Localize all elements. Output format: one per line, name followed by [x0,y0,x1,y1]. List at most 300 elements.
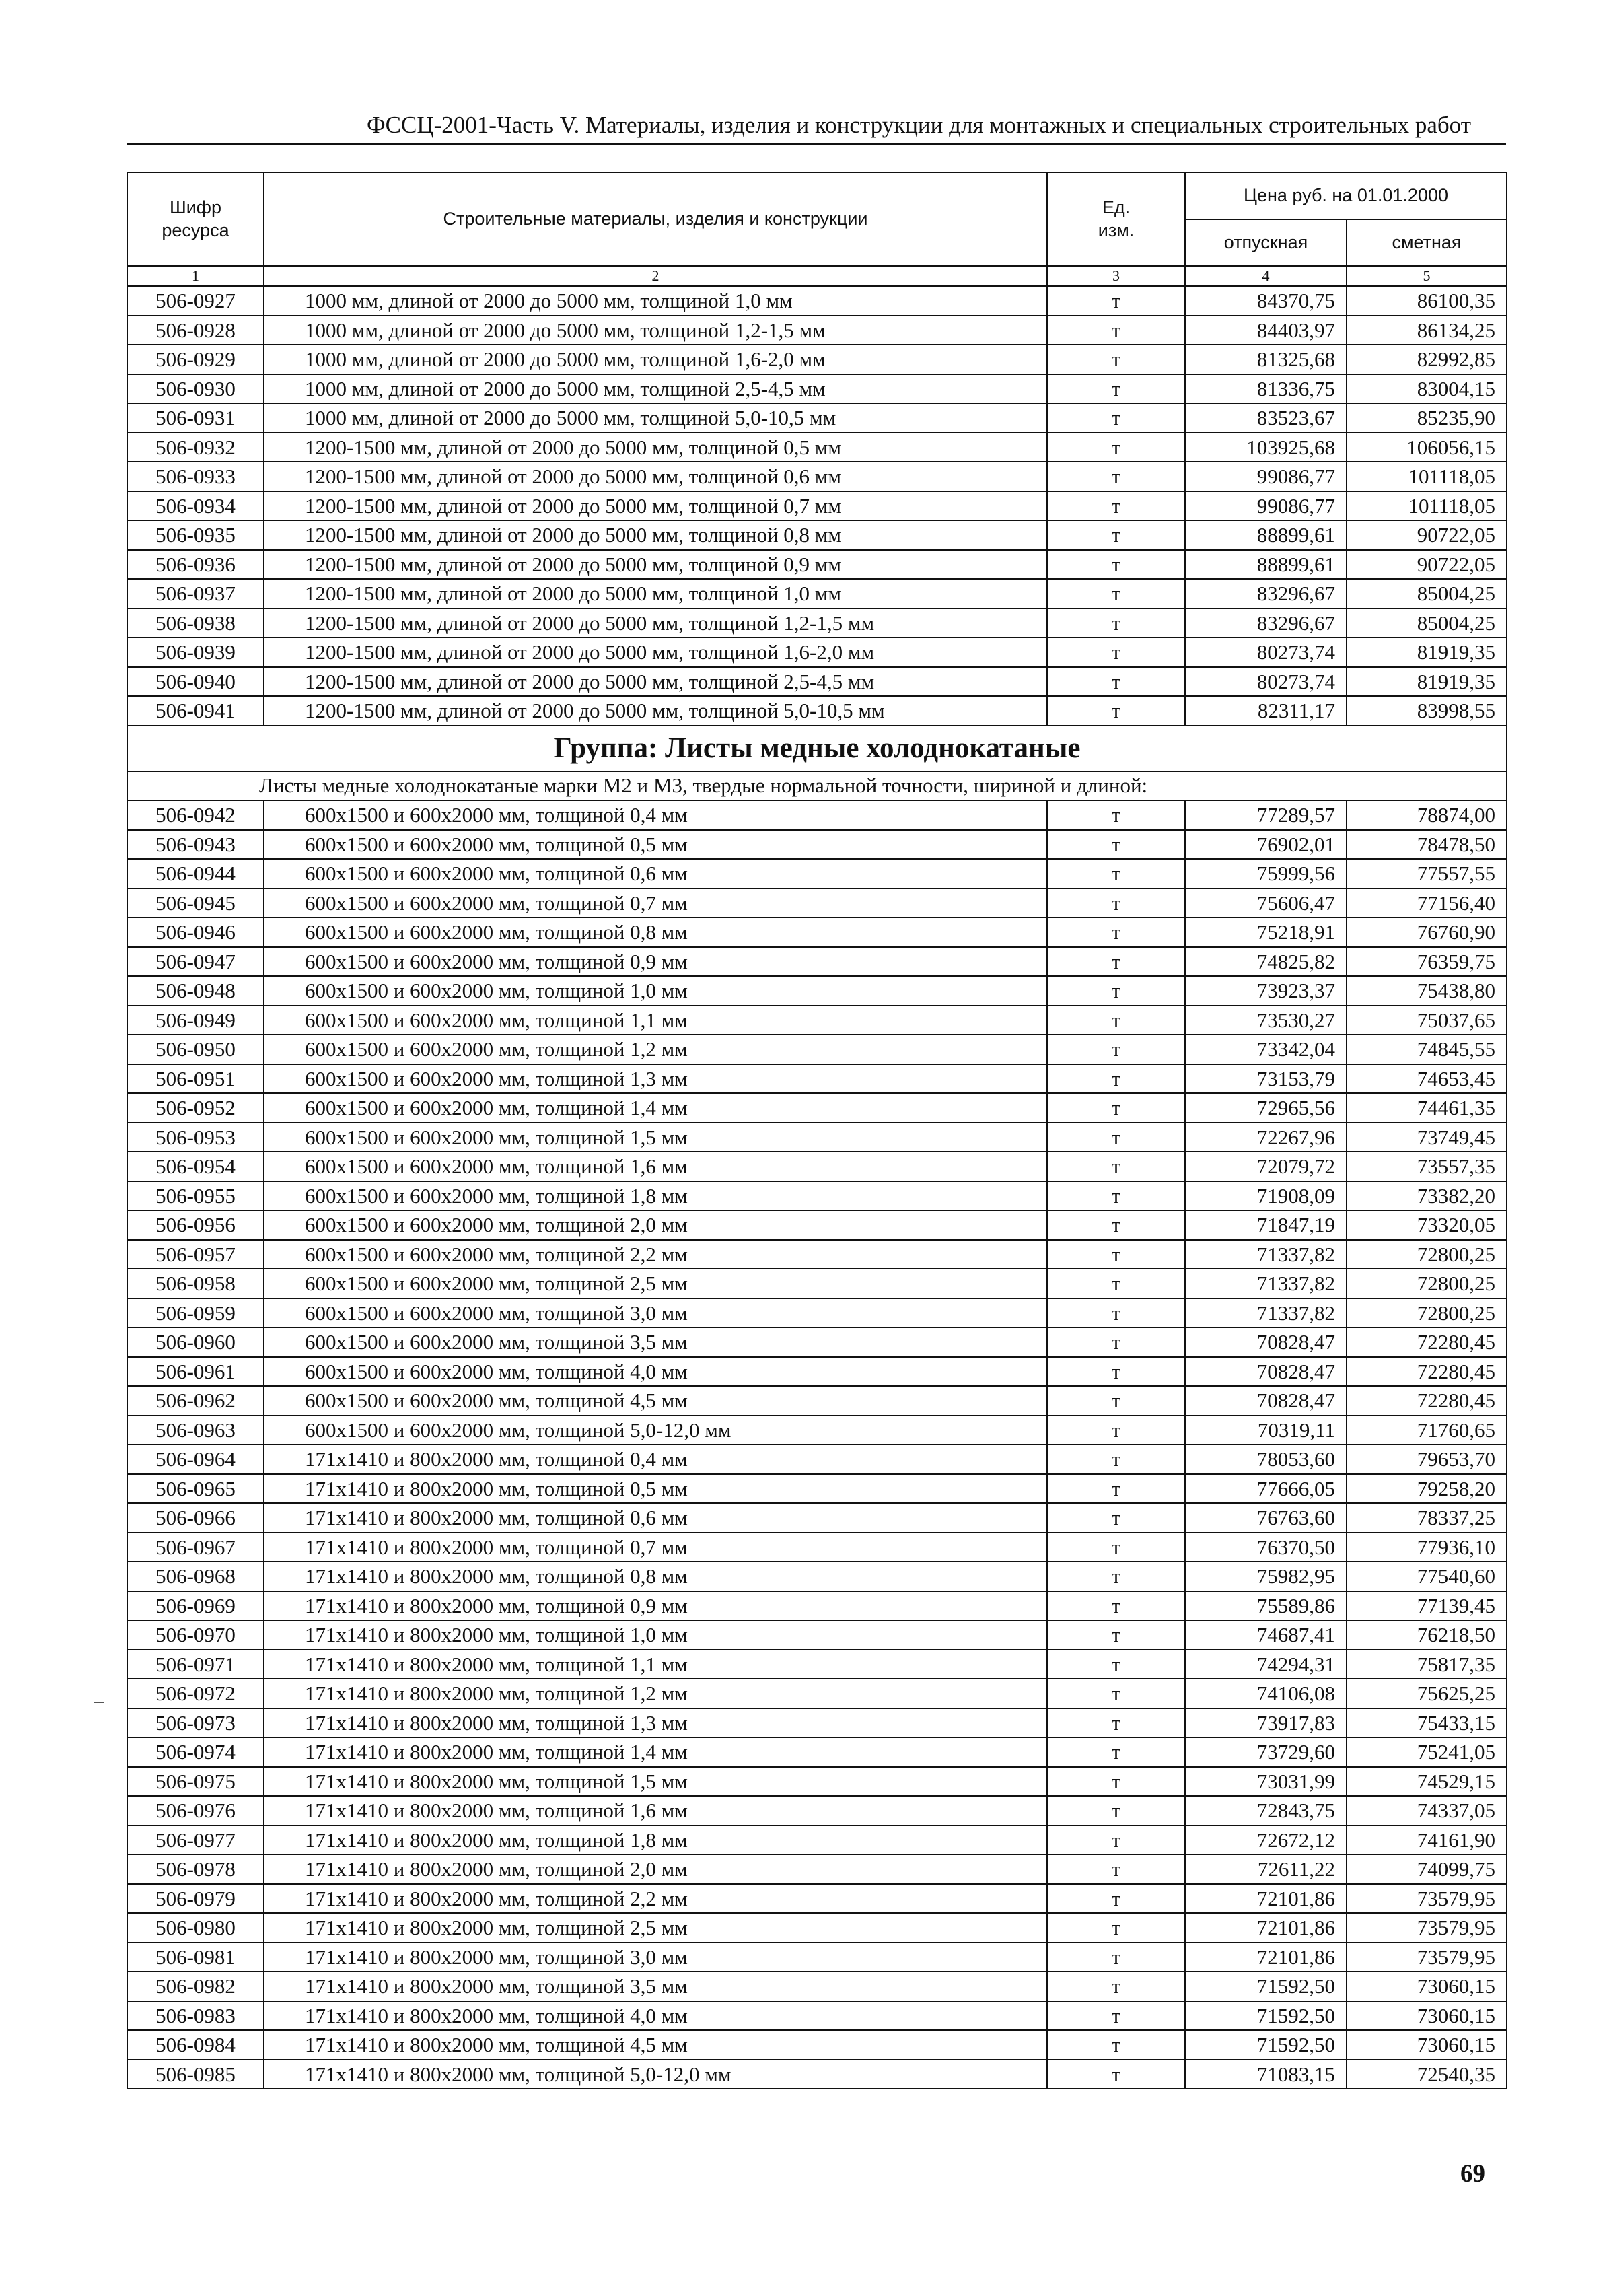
unit: т [1047,1327,1185,1357]
table-row [127,1503,1507,1533]
item-name: 171x1410 и 800x2000 мм, толщиной 1,8 мм [264,1825,1047,1855]
release-price: 81336,75 [1185,374,1347,404]
resource-code: 506-0964 [127,1445,264,1474]
unit: т [1047,1064,1185,1094]
resource-code: 506-0951 [127,1064,264,1094]
table-row [127,1767,1507,1797]
estimate-price: 82992,85 [1347,345,1507,374]
item-name: 171x1410 и 800x2000 мм, толщиной 2,2 мм [264,1884,1047,1914]
item-name: 171x1410 и 800x2000 мм, толщиной 1,5 мм [264,1767,1047,1797]
resource-code: 506-0963 [127,1416,264,1445]
release-price: 71337,82 [1185,1298,1347,1328]
unit: т [1047,1825,1185,1855]
release-price: 88899,61 [1185,550,1347,580]
item-name: 600x1500 и 600x2000 мм, толщиной 2,0 мм [264,1210,1047,1240]
column-number: 2 [264,266,1047,286]
item-name: 171x1410 и 800x2000 мм, толщиной 3,0 мм [264,1943,1047,1972]
header-unit [1047,172,1185,266]
estimate-price: 74845,55 [1347,1035,1507,1064]
estimate-price: 76359,75 [1347,947,1507,977]
item-name: 171x1410 и 800x2000 мм, толщиной 1,6 мм [264,1796,1047,1825]
estimate-price: 77557,55 [1347,859,1507,889]
unit: т [1047,1767,1185,1797]
item-name: 600x1500 и 600x2000 мм, толщиной 1,5 мм [264,1123,1047,1152]
resource-code: 506-0962 [127,1386,264,1416]
item-name: 171x1410 и 800x2000 мм, толщиной 4,0 мм [264,2001,1047,2031]
table-row [127,550,1507,580]
resource-code: 506-0934 [127,491,264,521]
item-name: 1000 мм, длиной от 2000 до 5000 мм, толщиной 2,5-4,5 мм [264,374,1047,404]
header-name: Строительные материалы, изделия и конструкции [264,172,1047,266]
unit: т [1047,2001,1185,2031]
unit: т [1047,1854,1185,1884]
resource-code: 506-0965 [127,1474,264,1504]
release-price: 73923,37 [1185,976,1347,1006]
release-price: 74825,82 [1185,947,1347,977]
resource-code: 506-0943 [127,830,264,860]
estimate-price: 75438,80 [1347,976,1507,1006]
release-price: 99086,77 [1185,491,1347,521]
table-row [127,1357,1507,1387]
resource-code: 506-0936 [127,550,264,580]
resource-code: 506-0946 [127,917,264,947]
release-price: 70828,47 [1185,1357,1347,1387]
release-price: 88899,61 [1185,520,1347,550]
item-name: 600x1500 и 600x2000 мм, толщиной 2,2 мм [264,1240,1047,1269]
item-name: 600x1500 и 600x2000 мм, толщиной 5,0-12,0 мм [264,1416,1047,1445]
release-price: 72611,22 [1185,1854,1347,1884]
unit: т [1047,859,1185,889]
item-name: 171x1410 и 800x2000 мм, толщиной 3,5 мм [264,1972,1047,2001]
estimate-price: 72800,25 [1347,1269,1507,1298]
resource-code: 506-0968 [127,1562,264,1591]
header-code [127,172,264,266]
estimate-price: 74529,15 [1347,1767,1507,1797]
resource-code: 506-0956 [127,1210,264,1240]
table-row [127,1006,1507,1035]
resource-code: 506-0985 [127,2060,264,2089]
item-name: 1000 мм, длиной от 2000 до 5000 мм, толщиной 5,0-10,5 мм [264,403,1047,433]
resource-code: 506-0977 [127,1825,264,1855]
release-price: 73729,60 [1185,1737,1347,1767]
release-price: 83523,67 [1185,403,1347,433]
resource-code: 506-0948 [127,976,264,1006]
release-price: 80273,74 [1185,637,1347,667]
table-row [127,608,1507,638]
estimate-price: 90722,05 [1347,550,1507,580]
item-name: 1200-1500 мм, длиной от 2000 до 5000 мм, толщиной 1,2-1,5 мм [264,608,1047,638]
estimate-price: 74653,45 [1347,1064,1507,1094]
resource-code: 506-0941 [127,696,264,726]
estimate-price: 101118,05 [1347,462,1507,491]
group-title: Группа: Листы медные холоднокатаные [127,726,1507,771]
resource-code: 506-0980 [127,1913,264,1943]
table-row [127,1240,1507,1269]
unit: т [1047,637,1185,667]
estimate-price: 83998,55 [1347,696,1507,726]
unit: т [1047,889,1185,918]
release-price: 73917,83 [1185,1708,1347,1738]
item-name: 1000 мм, длиной от 2000 до 5000 мм, толщиной 1,2-1,5 мм [264,316,1047,345]
scan-mark [94,1702,104,1703]
header-release: отпускная [1185,219,1347,266]
estimate-price: 77139,45 [1347,1591,1507,1621]
release-price: 77289,57 [1185,800,1347,830]
item-name: 171x1410 и 800x2000 мм, толщиной 0,8 мм [264,1562,1047,1591]
table-row [127,491,1507,521]
release-price: 80273,74 [1185,667,1347,697]
unit: т [1047,1240,1185,1269]
table-row [127,1796,1507,1825]
estimate-price: 76760,90 [1347,917,1507,947]
unit: т [1047,1591,1185,1621]
unit: т [1047,976,1185,1006]
release-price: 70828,47 [1185,1327,1347,1357]
unit: т [1047,1123,1185,1152]
unit: т [1047,1093,1185,1123]
table-row [127,316,1507,345]
unit: т [1047,345,1185,374]
table-row [127,1943,1507,1972]
estimate-price: 78874,00 [1347,800,1507,830]
item-name: 600x1500 и 600x2000 мм, толщиной 2,5 мм [264,1269,1047,1298]
estimate-price: 72280,45 [1347,1357,1507,1387]
table-row [127,1679,1507,1708]
estimate-price: 83004,15 [1347,374,1507,404]
release-price: 81325,68 [1185,345,1347,374]
estimate-price: 71760,65 [1347,1416,1507,1445]
table-row [127,345,1507,374]
resource-code: 506-0932 [127,433,264,462]
item-name: 600x1500 и 600x2000 мм, толщиной 1,2 мм [264,1035,1047,1064]
column-number: 3 [1047,266,1185,286]
unit: т [1047,1972,1185,2001]
unit: т [1047,667,1185,697]
release-price: 75999,56 [1185,859,1347,889]
item-name: 171x1410 и 800x2000 мм, толщиной 1,4 мм [264,1737,1047,1767]
header-unit-label: Ед. изм. [1098,197,1135,240]
table-header-row [127,172,1507,219]
item-name: 171x1410 и 800x2000 мм, толщиной 1,2 мм [264,1679,1047,1708]
release-price: 72101,86 [1185,1884,1347,1914]
item-name: 171x1410 и 800x2000 мм, толщиной 5,0-12,0 мм [264,2060,1047,2089]
table-row [127,1093,1507,1123]
unit: т [1047,1474,1185,1504]
header-rule [127,143,1506,145]
item-name: 600x1500 и 600x2000 мм, толщиной 3,0 мм [264,1298,1047,1328]
resource-code: 506-0944 [127,859,264,889]
table-row [127,1386,1507,1416]
estimate-price: 79653,70 [1347,1445,1507,1474]
unit: т [1047,800,1185,830]
item-name: 600x1500 и 600x2000 мм, толщиной 1,6 мм [264,1152,1047,1181]
running-header: ФССЦ-2001-Часть V. Материалы, изделия и конструкции для монтажных и специальных строительных работ [367,112,1472,138]
release-price: 74687,41 [1185,1620,1347,1650]
release-price: 74294,31 [1185,1650,1347,1679]
resource-code: 506-0940 [127,667,264,697]
resource-code: 506-0927 [127,286,264,316]
item-name: 171x1410 и 800x2000 мм, толщиной 0,6 мм [264,1503,1047,1533]
estimate-price: 85004,25 [1347,579,1507,608]
release-price: 83296,67 [1185,608,1347,638]
release-price: 76763,60 [1185,1503,1347,1533]
table-row [127,1327,1507,1357]
estimate-price: 86134,25 [1347,316,1507,345]
unit: т [1047,1357,1185,1387]
table-row [127,520,1507,550]
resource-code: 506-0978 [127,1854,264,1884]
release-price: 73342,04 [1185,1035,1347,1064]
estimate-price: 72280,45 [1347,1327,1507,1357]
resource-code: 506-0947 [127,947,264,977]
estimate-price: 73579,95 [1347,1913,1507,1943]
estimate-price: 73579,95 [1347,1884,1507,1914]
unit: т [1047,550,1185,580]
release-price: 72843,75 [1185,1796,1347,1825]
estimate-price: 73557,35 [1347,1152,1507,1181]
estimate-price: 76218,50 [1347,1620,1507,1650]
item-name: 1000 мм, длиной от 2000 до 5000 мм, толщиной 1,0 мм [264,286,1047,316]
release-price: 72101,86 [1185,1913,1347,1943]
estimate-price: 73320,05 [1347,1210,1507,1240]
table-row [127,1035,1507,1064]
table-row [127,2030,1507,2060]
release-price: 103925,68 [1185,433,1347,462]
table-row [127,637,1507,667]
item-name: 600x1500 и 600x2000 мм, толщиной 0,5 мм [264,830,1047,860]
release-price: 75218,91 [1185,917,1347,947]
column-number: 5 [1347,266,1507,286]
release-price: 78053,60 [1185,1445,1347,1474]
estimate-price: 85235,90 [1347,403,1507,433]
column-number-row [127,266,1507,286]
unit: т [1047,520,1185,550]
item-name: 600x1500 и 600x2000 мм, толщиной 4,0 мм [264,1357,1047,1387]
estimate-price: 73060,15 [1347,2001,1507,2031]
resource-code: 506-0966 [127,1503,264,1533]
unit: т [1047,1152,1185,1181]
unit: т [1047,696,1185,726]
release-price: 72079,72 [1185,1152,1347,1181]
unit: т [1047,1884,1185,1914]
unit: т [1047,1913,1185,1943]
item-name: 600x1500 и 600x2000 мм, толщиной 0,6 мм [264,859,1047,889]
resource-code: 506-0967 [127,1533,264,1562]
item-name: 1200-1500 мм, длиной от 2000 до 5000 мм, толщиной 0,9 мм [264,550,1047,580]
resource-code: 506-0939 [127,637,264,667]
table-row [127,1445,1507,1474]
resource-code: 506-0971 [127,1650,264,1679]
release-price: 70319,11 [1185,1416,1347,1445]
resource-code: 506-0942 [127,800,264,830]
estimate-price: 77936,10 [1347,1533,1507,1562]
group-description-row [127,771,1507,801]
resource-code: 506-0931 [127,403,264,433]
table-row [127,286,1507,316]
unit: т [1047,1533,1185,1562]
item-name: 600x1500 и 600x2000 мм, толщиной 1,4 мм [264,1093,1047,1123]
resource-code: 506-0953 [127,1123,264,1152]
item-name: 1200-1500 мм, длиной от 2000 до 5000 мм, толщиной 5,0-10,5 мм [264,696,1047,726]
header-price-group: Цена руб. на 01.01.2000 [1185,172,1507,219]
item-name: 600x1500 и 600x2000 мм, толщиной 1,0 мм [264,976,1047,1006]
resource-code: 506-0961 [127,1357,264,1387]
table-row [127,403,1507,433]
unit: т [1047,1181,1185,1211]
resource-code: 506-0960 [127,1327,264,1357]
item-name: 1200-1500 мм, длиной от 2000 до 5000 мм, толщиной 0,6 мм [264,462,1047,491]
estimate-price: 85004,25 [1347,608,1507,638]
release-price: 72267,96 [1185,1123,1347,1152]
estimate-price: 106056,15 [1347,433,1507,462]
table-row [127,1210,1507,1240]
group-description: Листы медные холоднокатаные марки М2 и М3, твердые нормальной точности, шириной и длиной: [127,771,1507,801]
release-price: 71337,82 [1185,1269,1347,1298]
resource-code: 506-0983 [127,2001,264,2031]
unit: т [1047,1679,1185,1708]
table-row [127,2001,1507,2031]
unit: т [1047,830,1185,860]
estimate-price: 72800,25 [1347,1298,1507,1328]
resource-code: 506-0954 [127,1152,264,1181]
release-price: 84370,75 [1185,286,1347,316]
table-row [127,374,1507,404]
estimate-price: 74461,35 [1347,1093,1507,1123]
estimate-price: 78478,50 [1347,830,1507,860]
resource-code: 506-0938 [127,608,264,638]
unit: т [1047,1269,1185,1298]
unit: т [1047,1503,1185,1533]
resource-code: 506-0935 [127,520,264,550]
estimate-price: 75625,25 [1347,1679,1507,1708]
table-row [127,1298,1507,1328]
unit: т [1047,947,1185,977]
estimate-price: 78337,25 [1347,1503,1507,1533]
column-number: 4 [1185,266,1347,286]
table-row [127,1650,1507,1679]
item-name: 171x1410 и 800x2000 мм, толщиной 0,5 мм [264,1474,1047,1504]
estimate-price: 75241,05 [1347,1737,1507,1767]
unit: т [1047,917,1185,947]
item-name: 171x1410 и 800x2000 мм, толщиной 1,3 мм [264,1708,1047,1738]
item-name: 171x1410 и 800x2000 мм, толщиной 0,4 мм [264,1445,1047,1474]
unit: т [1047,1943,1185,1972]
resource-code: 506-0975 [127,1767,264,1797]
release-price: 71337,82 [1185,1240,1347,1269]
table-row [127,1884,1507,1914]
table-row [127,1708,1507,1738]
table-row [127,1620,1507,1650]
estimate-price: 81919,35 [1347,637,1507,667]
item-name: 600x1500 и 600x2000 мм, толщиной 1,3 мм [264,1064,1047,1094]
release-price: 71592,50 [1185,2030,1347,2060]
item-name: 171x1410 и 800x2000 мм, толщиной 0,9 мм [264,1591,1047,1621]
release-price: 75606,47 [1185,889,1347,918]
unit: т [1047,2060,1185,2089]
table-row [127,1416,1507,1445]
resource-code: 506-0929 [127,345,264,374]
estimate-price: 86100,35 [1347,286,1507,316]
item-name: 1200-1500 мм, длиной от 2000 до 5000 мм, толщиной 1,0 мм [264,579,1047,608]
release-price: 71847,19 [1185,1210,1347,1240]
resource-code: 506-0982 [127,1972,264,2001]
release-price: 71592,50 [1185,2001,1347,2031]
table-row [127,433,1507,462]
estimate-price: 79258,20 [1347,1474,1507,1504]
release-price: 82311,17 [1185,696,1347,726]
unit: т [1047,491,1185,521]
release-price: 71592,50 [1185,1972,1347,2001]
item-name: 600x1500 и 600x2000 мм, толщиной 4,5 мм [264,1386,1047,1416]
item-name: 1200-1500 мм, длиной от 2000 до 5000 мм, толщиной 0,8 мм [264,520,1047,550]
unit: т [1047,1035,1185,1064]
estimate-price: 73749,45 [1347,1123,1507,1152]
estimate-price: 72540,35 [1347,2060,1507,2089]
resource-code: 506-0952 [127,1093,264,1123]
resource-code: 506-0969 [127,1591,264,1621]
estimate-price: 73060,15 [1347,2030,1507,2060]
item-name: 600x1500 и 600x2000 мм, толщиной 0,7 мм [264,889,1047,918]
resource-code: 506-0950 [127,1035,264,1064]
table-row [127,947,1507,977]
item-name: 600x1500 и 600x2000 мм, толщиной 0,9 мм [264,947,1047,977]
unit: т [1047,2030,1185,2060]
price-table [127,172,1507,2089]
table-row [127,1562,1507,1591]
unit: т [1047,316,1185,345]
release-price: 74106,08 [1185,1679,1347,1708]
table-row [127,1152,1507,1181]
table-row [127,1854,1507,1884]
unit: т [1047,1708,1185,1738]
release-price: 76370,50 [1185,1533,1347,1562]
resource-code: 506-0945 [127,889,264,918]
estimate-price: 72800,25 [1347,1240,1507,1269]
estimate-price: 81919,35 [1347,667,1507,697]
header-code-label: Шифр ресурса [162,197,229,240]
resource-code: 506-0958 [127,1269,264,1298]
estimate-price: 90722,05 [1347,520,1507,550]
unit: т [1047,1416,1185,1445]
table-row [127,800,1507,830]
resource-code: 506-0976 [127,1796,264,1825]
table-row [127,976,1507,1006]
estimate-price: 101118,05 [1347,491,1507,521]
unit: т [1047,1796,1185,1825]
item-name: 1200-1500 мм, длиной от 2000 до 5000 мм, толщиной 1,6-2,0 мм [264,637,1047,667]
table-row [127,2060,1507,2089]
table-row [127,1181,1507,1211]
item-name: 1200-1500 мм, длиной от 2000 до 5000 мм, толщиной 0,7 мм [264,491,1047,521]
unit: т [1047,1298,1185,1328]
resource-code: 506-0930 [127,374,264,404]
unit: т [1047,1650,1185,1679]
table-row [127,696,1507,726]
table-row [127,667,1507,697]
table-row [127,1269,1507,1298]
release-price: 70828,47 [1185,1386,1347,1416]
estimate-price: 74161,90 [1347,1825,1507,1855]
release-price: 75982,95 [1185,1562,1347,1591]
table-row [127,1913,1507,1943]
estimate-price: 73579,95 [1347,1943,1507,1972]
resource-code: 506-0981 [127,1943,264,1972]
unit: т [1047,286,1185,316]
table-row [127,1533,1507,1562]
item-name: 1200-1500 мм, длиной от 2000 до 5000 мм, толщиной 0,5 мм [264,433,1047,462]
release-price: 83296,67 [1185,579,1347,608]
table-row [127,830,1507,860]
